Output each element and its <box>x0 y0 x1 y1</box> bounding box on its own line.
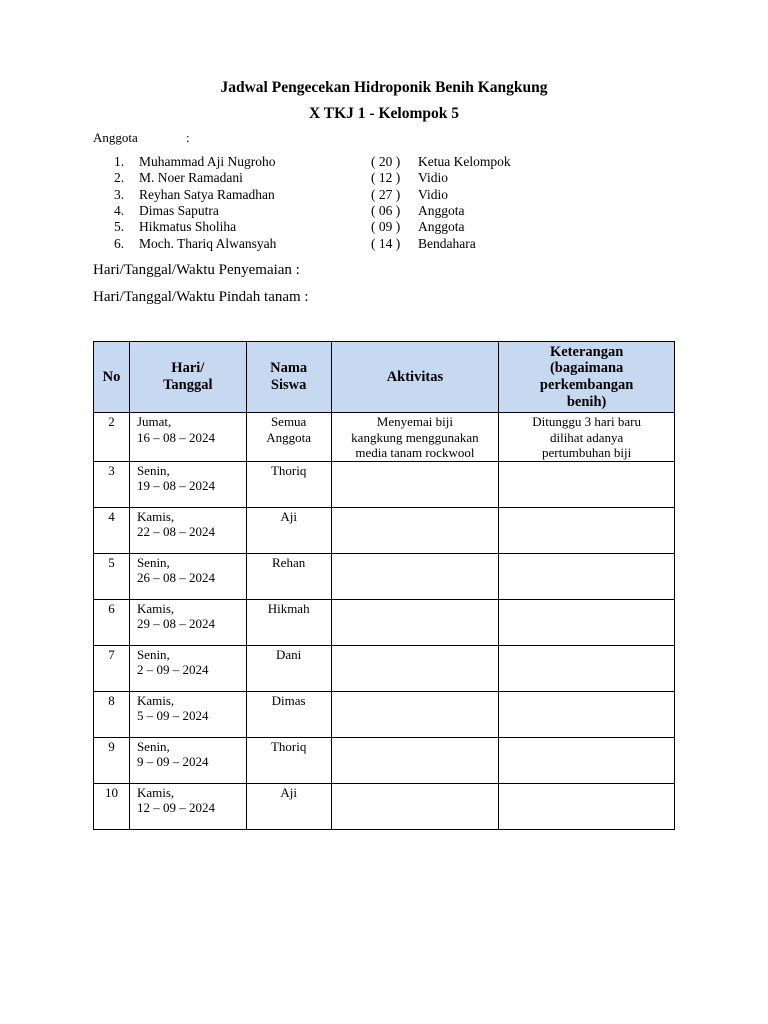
header-keterangan: Keterangan (bagaimana perkembangan benih) <box>499 342 675 413</box>
cell-nama: Dimas <box>246 691 331 737</box>
member-role: Ketua Kelompok <box>418 154 511 169</box>
cell-no: 6 <box>94 599 130 645</box>
table-row <box>94 783 675 829</box>
document-title: Jadwal Pengecekan Hidroponik Benih Kangkung <box>220 79 548 96</box>
member-absen: ( 20 ) <box>371 154 401 169</box>
cell-keterangan <box>499 507 675 553</box>
member-role: Vidio <box>418 170 448 186</box>
cell-hari-tanggal: Kamis, 29 – 08 – 2024 <box>129 599 246 645</box>
table-row <box>94 645 675 691</box>
cell-aktivitas <box>331 783 499 829</box>
member-name: Dimas Saputra <box>139 202 219 218</box>
member-role: Vidio <box>418 186 448 202</box>
cell-aktivitas <box>331 461 499 507</box>
document-subtitle: X TKJ 1 - Kelompok 5 <box>309 105 459 122</box>
cell-hari-tanggal: Senin, 19 – 08 – 2024 <box>129 461 246 507</box>
table-row <box>94 691 675 737</box>
cell-keterangan <box>499 737 675 783</box>
member-role: Anggota <box>418 219 465 235</box>
cell-hari-tanggal: Jumat, 16 – 08 – 2024 <box>129 413 246 462</box>
member-name: M. Noer Ramadani <box>139 170 243 186</box>
member-number: 4. <box>114 202 125 218</box>
cell-keterangan <box>499 783 675 829</box>
cell-keterangan <box>499 691 675 737</box>
member-absen: ( 06 ) <box>371 202 401 218</box>
cell-keterangan <box>499 645 675 691</box>
header-no: No <box>94 342 130 413</box>
cell-nama: Hikmah <box>246 599 331 645</box>
cell-hari-tanggal: Kamis, 12 – 09 – 2024 <box>129 783 246 829</box>
cell-aktivitas <box>331 507 499 553</box>
table-row <box>94 507 675 553</box>
penyemaian-field: Hari/Tanggal/Waktu Penyemaian : <box>93 262 300 278</box>
cell-aktivitas <box>331 599 499 645</box>
member-role: Anggota <box>418 202 465 218</box>
member-absen: ( 12 ) <box>371 170 401 186</box>
member-absen: ( 09 ) <box>371 219 401 235</box>
cell-no: 9 <box>94 737 130 783</box>
table-header-row <box>94 342 675 413</box>
member-number: 5. <box>114 219 125 235</box>
cell-no: 10 <box>94 783 130 829</box>
member-name: Moch. Thariq Alwansyah <box>139 235 277 251</box>
cell-no: 3 <box>94 461 130 507</box>
cell-nama: Thoriq <box>246 737 331 783</box>
cell-hari-tanggal: Senin, 26 – 08 – 2024 <box>129 553 246 599</box>
cell-aktivitas <box>331 645 499 691</box>
cell-keterangan <box>499 553 675 599</box>
cell-keterangan <box>499 599 675 645</box>
cell-keterangan: Ditunggu 3 hari baru dilihat adanya pertumbuhan biji <box>499 413 675 462</box>
header-nama-siswa: Nama Siswa <box>246 342 331 413</box>
member-name: Muhammad Aji Nugroho <box>139 154 276 169</box>
member-number: 6. <box>114 235 125 251</box>
pindah-tanam-field: Hari/Tanggal/Waktu Pindah tanam : <box>93 289 309 305</box>
member-name: Reyhan Satya Ramadhan <box>139 186 275 202</box>
header-aktivitas: Aktivitas <box>331 342 499 413</box>
cell-nama: Aji <box>246 783 331 829</box>
cell-keterangan <box>499 461 675 507</box>
anggota-label: Anggota <box>93 130 138 145</box>
cell-hari-tanggal: Kamis, 5 – 09 – 2024 <box>129 691 246 737</box>
cell-aktivitas <box>331 737 499 783</box>
table-row <box>94 413 675 462</box>
cell-nama: Semua Anggota <box>246 413 331 462</box>
cell-nama: Thoriq <box>246 461 331 507</box>
cell-nama: Aji <box>246 507 331 553</box>
member-name: Hikmatus Sholiha <box>139 219 237 235</box>
table-row <box>94 737 675 783</box>
cell-aktivitas <box>331 691 499 737</box>
anggota-colon: : <box>186 130 190 145</box>
cell-aktivitas: Menyemai biji kangkung menggunakan media tanam rockwool <box>331 413 499 462</box>
cell-no: 4 <box>94 507 130 553</box>
table-row <box>94 553 675 599</box>
cell-no: 7 <box>94 645 130 691</box>
cell-hari-tanggal: Senin, 9 – 09 – 2024 <box>129 737 246 783</box>
cell-aktivitas <box>331 553 499 599</box>
cell-hari-tanggal: Kamis, 22 – 08 – 2024 <box>129 507 246 553</box>
cell-nama: Dani <box>246 645 331 691</box>
member-absen: ( 27 ) <box>371 186 401 202</box>
member-absen: ( 14 ) <box>371 235 401 251</box>
cell-no: 8 <box>94 691 130 737</box>
cell-no: 2 <box>94 413 130 462</box>
cell-no: 5 <box>94 553 130 599</box>
table-row <box>94 461 675 507</box>
header-hari-tanggal: Hari/ Tanggal <box>129 342 246 413</box>
cell-hari-tanggal: Senin, 2 – 09 – 2024 <box>129 645 246 691</box>
table-row <box>94 599 675 645</box>
member-number: 2. <box>114 170 125 186</box>
cell-nama: Rehan <box>246 553 331 599</box>
member-role: Bendahara <box>418 235 476 251</box>
schedule-table <box>93 341 675 830</box>
member-number: 1. <box>114 154 125 169</box>
member-number: 3. <box>114 186 125 202</box>
